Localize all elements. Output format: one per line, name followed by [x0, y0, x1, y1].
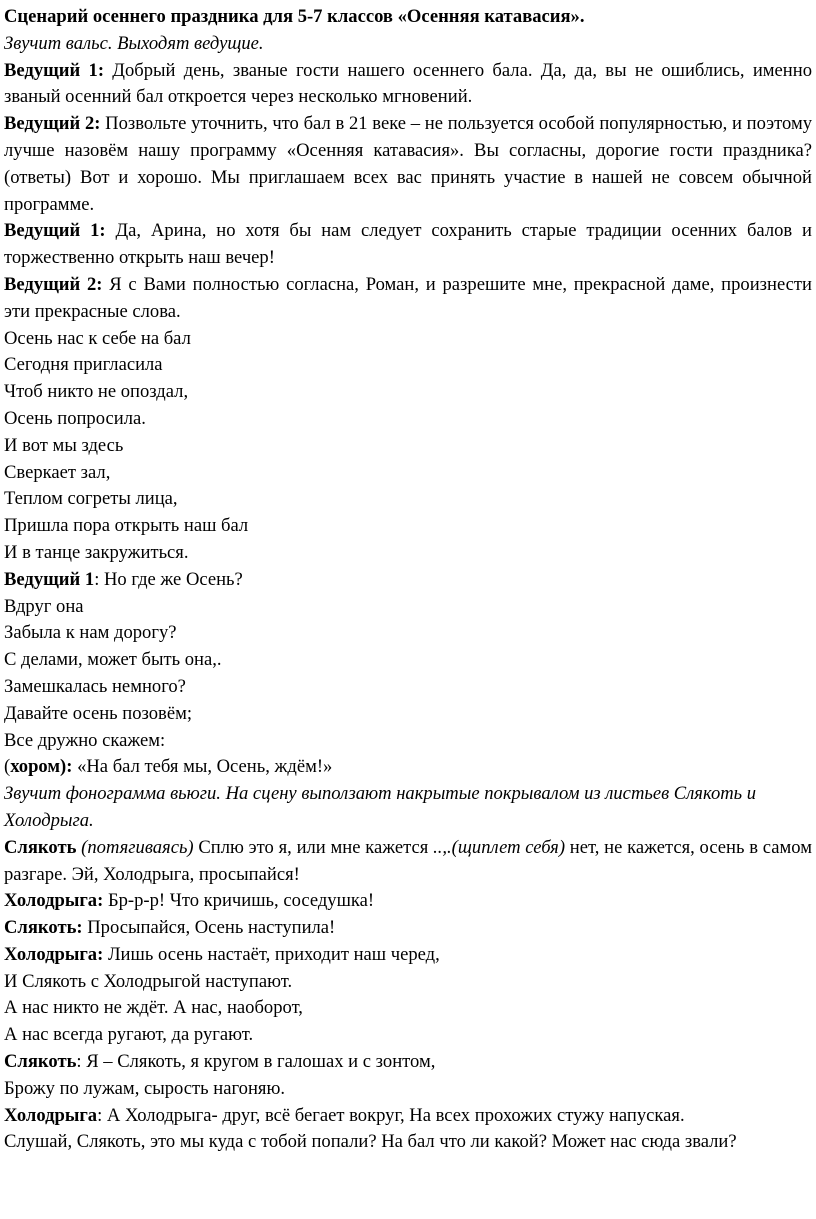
speech-text: : Но где же Осень? — [94, 568, 243, 590]
character-line — [4, 835, 812, 889]
verse-line: Брожу по лужам, сырость нагоняю. — [4, 1077, 286, 1099]
poem-line: С делами, может быть она,. — [4, 649, 222, 671]
document-title: Сценарий осеннего праздника для 5-7 классов «Осенняя катавасия». — [4, 6, 585, 27]
host-line — [4, 567, 812, 594]
speaker-name: Ведущий 1 — [4, 568, 95, 590]
speaker-name: Ведущий 1: — [4, 59, 105, 81]
poem-line: Осень нас к себе на бал — [4, 327, 191, 349]
poem-line: Забыла к нам дорогу? — [4, 622, 177, 644]
verse-line: А нас никто не ждёт. А нас, наоборот, — [4, 997, 303, 1019]
poem-line: И в танце закружиться. — [4, 541, 189, 563]
speech-paragraph: Слушай, Слякоть, это мы куда с тобой попали? На бал что ли какой? Может нас сюда звали? — [4, 1131, 737, 1153]
speech-text: Лишь осень настаёт, приходит наш черед, — [103, 943, 440, 965]
speech-text: Сплю это я, или мне кажется — [193, 836, 434, 858]
stage-note: (потягиваясь) — [76, 836, 194, 858]
verse-line: И Слякоть с Холодрыгой наступают. — [4, 970, 293, 992]
speech-text: : А Холодрыга- друг, всё бегает вокруг, На всех прохожих стужу напуская. — [97, 1104, 685, 1126]
speaker-name: Ведущий 2: — [4, 273, 103, 295]
speech-text: нет, не кажется, осень в самом разгаре. Эй, Холодрыга, просыпайся! — [4, 836, 813, 885]
character-line — [4, 1049, 812, 1076]
speaker-name: Холодрыга: — [4, 890, 104, 912]
chorus-line — [4, 754, 812, 781]
poem-line: Сверкает зал, — [4, 461, 111, 483]
stage-direction: Звучит фонограмма вьюги. На сцену выползают накрытые покрывалом из листьев Слякоть и Холодрыга. — [4, 783, 757, 831]
speech-text: Бр-р-р! Что кричишь, соседушка! — [103, 890, 375, 912]
speaker-name: Ведущий 2: — [4, 113, 101, 135]
poem-line: Давайте осень позовём; — [4, 702, 193, 724]
speaker-name: Холодрыга — [4, 1104, 98, 1126]
poem-line: Вдруг она — [4, 595, 84, 617]
speaker-name: хором): — [10, 756, 73, 778]
poem-line: Все дружно скажем: — [4, 729, 166, 751]
host-line — [4, 272, 812, 326]
stage-note: ..,.(щиплет себя) — [433, 836, 566, 858]
poem-line: Осень попросила. — [4, 407, 146, 429]
speaker-name: Слякоть — [4, 1051, 77, 1073]
poem-line: Теплом согреты лица, — [4, 488, 178, 510]
speech-text: Да, Арина, но хотя бы нам следует сохранить старые традиции осенних балов и торжественно открыть наш вечер! — [4, 220, 812, 269]
speaker-name: Слякоть — [4, 836, 77, 858]
poem-line: Чтоб никто не опоздал, — [4, 381, 189, 403]
poem-line: Замешкалась немного? — [4, 675, 186, 697]
poem-line: Сегодня пригласила — [4, 354, 163, 376]
speech-text: : Я – Слякоть, я кругом в галошах и с зонтом, — [76, 1051, 436, 1073]
verse-line: А нас всегда ругают, да ругают. — [4, 1024, 254, 1046]
host-line — [4, 111, 812, 218]
speech-text: Добрый день, званые гости нашего осеннего бала. Да, да, вы не ошиблись, именно званый осенний бал откроется через несколько мгновений. — [4, 59, 812, 108]
speech-text: Я с Вами полностью согласна, Роман, и разрешите мне, прекрасной даме, произнести эти прекрасные слова. — [4, 273, 813, 322]
host-line — [4, 218, 812, 272]
poem-line: И вот мы здесь — [4, 434, 124, 456]
speech-text: Позвольте уточнить, что бал в 21 веке – не пользуется особой популярностью, и поэтому лучше назовём нашу программу «Осенняя катавасия». Вы согласны, дорогие гости праздника? (ответы) Вот и хорошо. Мы приглашаем всех вас принять участие в нашей не совсем обычной программе. — [4, 113, 813, 215]
character-line — [4, 888, 812, 915]
speech-text: Просыпайся, Осень наступила! — [82, 917, 336, 939]
poem-line: Пришла пора открыть наш бал — [4, 515, 249, 537]
host-line — [4, 58, 812, 112]
character-line — [4, 915, 812, 942]
speaker-name: Слякоть: — [4, 917, 83, 939]
character-line — [4, 1103, 812, 1130]
speech-text: «На бал тебя мы, Осень, ждём!» — [72, 756, 333, 778]
character-line — [4, 942, 812, 969]
speaker-name: Холодрыга: — [4, 943, 104, 965]
stage-direction: Звучит вальс. Выходят ведущие. — [4, 32, 264, 54]
speaker-name: Ведущий 1: — [4, 220, 106, 242]
chorus-paren: ( — [4, 756, 11, 778]
